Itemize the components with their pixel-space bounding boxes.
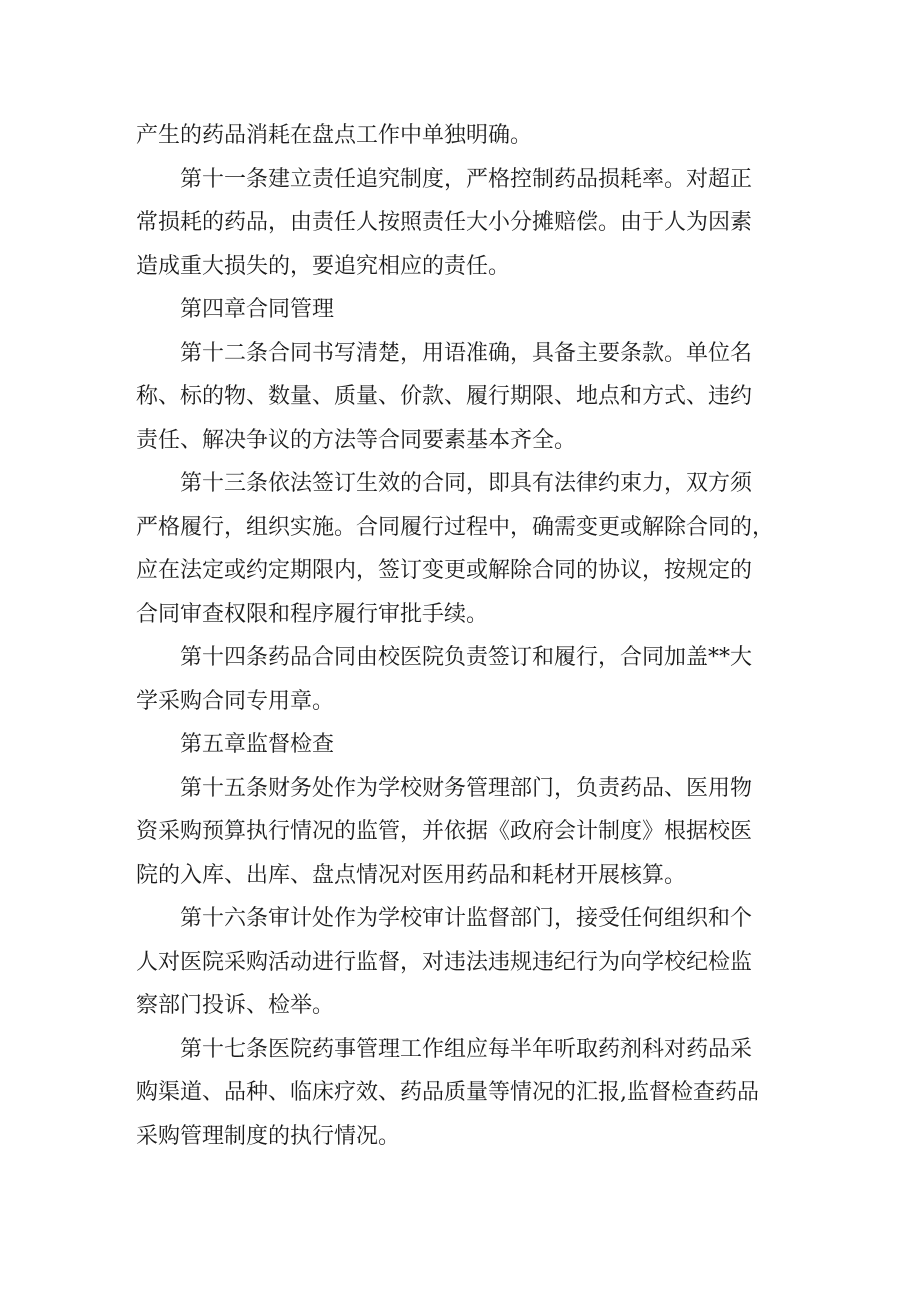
- text-line: 第十二条合同书写清楚，用语准确，具备主要条款。单位名: [180, 340, 753, 366]
- text-line: 购渠道、品种、临床疗效、药品质量等情况的汇报,监督检查药品: [136, 1080, 759, 1105]
- text-line: 第四章合同管理: [180, 297, 335, 322]
- text-line: 严格履行，组织实施。合同履行过程中，确需变更或解除合同的，: [136, 514, 775, 540]
- text-line: 第十三条依法签订生效的合同，即具有法律约束力，双方须: [180, 471, 753, 496]
- text-line: 学采购合同专用章。: [136, 688, 335, 714]
- paragraph: [136, 636, 796, 723]
- text-line: 应在法定或约定期限内，签订变更或解除合同的协议，按规定的: [136, 558, 753, 583]
- text-line: 责任、解决争议的方法等合同要素基本齐全。: [136, 427, 577, 453]
- text-line: 第十四条药品合同由校医院负责签订和履行，合同加盖**大: [180, 645, 753, 670]
- text-line: 第五章监督检查: [180, 732, 335, 757]
- text-line: 第十一条建立责任追究制度，严格控制药品损耗率。对超正: [180, 166, 753, 192]
- document-body: [136, 114, 796, 1158]
- text-line: 常损耗的药品，由责任人按照责任大小分摊赔偿。由于人为因素: [136, 210, 753, 235]
- text-line: 察部门投诉、检举。: [136, 993, 335, 1018]
- paragraph: [136, 897, 796, 1028]
- paragraph: [136, 767, 796, 898]
- paragraph: [136, 462, 796, 636]
- paragraph: [136, 288, 796, 332]
- text-line: 称、标的物、数量、质量、价款、履行期限、地点和方式、违约: [136, 384, 753, 409]
- text-line: 采购管理制度的执行情况。: [136, 1123, 401, 1149]
- text-line: 产生的药品消耗在盘点工作中单独明确。: [136, 123, 533, 148]
- text-line: 院的入库、出库、盘点情况对医用药品和耗材开展核算。: [136, 862, 687, 888]
- text-line: 第十七条医院药事管理工作组应每半年听取药剂科对药品采: [180, 1036, 753, 1062]
- paragraph: [136, 158, 796, 289]
- text-line: 第十五条财务处作为学校财务管理部门，负责药品、医用物: [180, 775, 753, 801]
- text-line: 资采购预算执行情况的监管，并依据《政府会计制度》根据校医: [136, 819, 753, 844]
- text-line: 第十六条审计处作为学校审计监督部门，接受任何组织和个: [180, 906, 753, 931]
- paragraph: [136, 114, 796, 158]
- paragraph: [136, 723, 796, 767]
- paragraph: [136, 1028, 796, 1159]
- paragraph: [136, 332, 796, 463]
- text-line: 造成重大损失的，要追究相应的责任。: [136, 253, 511, 279]
- text-line: 人对医院采购活动进行监督，对违法违规违纪行为向学校纪检监: [136, 949, 753, 975]
- text-line: 合同审查权限和程序履行审批手续。: [136, 601, 489, 627]
